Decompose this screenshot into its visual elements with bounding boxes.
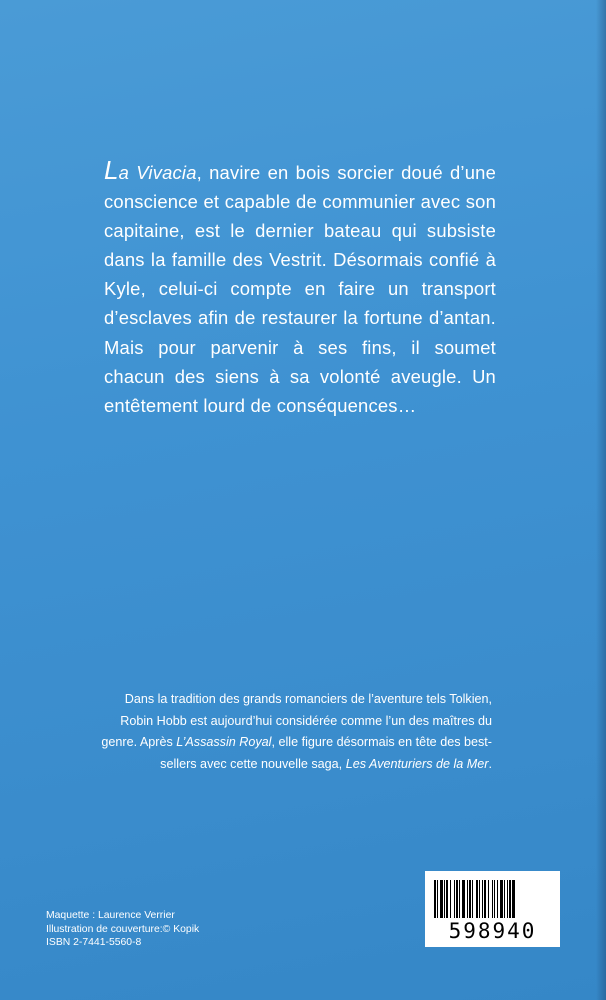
barcode-bar	[469, 880, 471, 918]
barcode-bar	[454, 880, 455, 918]
barcode-label	[425, 871, 560, 947]
barcode-bar	[440, 880, 443, 918]
barcode-bar	[500, 880, 503, 918]
credit-isbn: ISBN 2-7441-5560-8	[46, 937, 142, 949]
barcode-number: 598940	[448, 919, 537, 943]
barcode-bar	[484, 880, 486, 918]
bio-part-3: .	[488, 756, 492, 771]
bio-book-title-1: L’Assassin Royal	[176, 735, 272, 750]
bio-part-1: Dans la tradition des grands romanciers de l’aventure tels Tolkien, Robin Hobb est aujourd’hui considérée comme l’un des maîtres du genre. Après	[101, 692, 492, 750]
ship-name-title	[104, 155, 197, 185]
barcode-bar	[504, 880, 505, 918]
cover-blurb	[104, 156, 496, 420]
title-rest: a Vivacia	[118, 162, 197, 183]
bio-part-2: , elle figure désormais en tête des best-sellers avec cette nouvelle saga,	[160, 735, 492, 771]
barcode-bar	[494, 880, 495, 918]
barcode-bar	[497, 880, 498, 918]
barcode-bar	[472, 880, 473, 918]
credit-illustration: Illustration de couverture:© Kopik	[46, 923, 200, 935]
barcode-bar	[462, 880, 465, 918]
credit-maquette: Maquette : Laurence Verrier	[46, 910, 175, 921]
barcode-bar	[476, 880, 478, 918]
title-initial: L	[104, 155, 119, 185]
barcode-bar	[488, 880, 489, 918]
barcode-bar	[456, 880, 458, 918]
barcode-bar	[509, 880, 511, 918]
barcode-bar	[482, 880, 483, 918]
barcode-bar	[492, 880, 493, 918]
bio-book-title-2: Les Aventuriers de la Mer	[345, 756, 489, 771]
barcode-bar	[459, 880, 460, 918]
barcode-bar	[434, 880, 436, 918]
barcode-bar	[446, 880, 448, 918]
barcode-bar	[437, 880, 438, 918]
credits-block	[46, 909, 199, 950]
barcode-bar	[512, 880, 515, 918]
author-bio	[100, 689, 492, 775]
barcode-bar	[450, 880, 451, 918]
barcode-bar	[467, 880, 468, 918]
barcode-bar	[507, 880, 508, 918]
barcode-icon	[434, 880, 551, 918]
cover-edge-shadow	[596, 0, 606, 1000]
barcode-bar	[444, 880, 445, 918]
barcode-bar	[479, 880, 480, 918]
blurb-text: , navire en bois sorcier doué d’une conscience et capable de communier avec son capitaine, est le dernier bateau qui subsiste dans la famille des Vestrit. Désormais confié à Kyle, celui-ci compte en faire un transport d’esclaves afin de restaurer la fortune d’antan. Mais pour parvenir à ses fins, il soumet chacun des siens à sa volonté aveugle. Un entêtement lourd de conséquences…	[104, 162, 497, 416]
